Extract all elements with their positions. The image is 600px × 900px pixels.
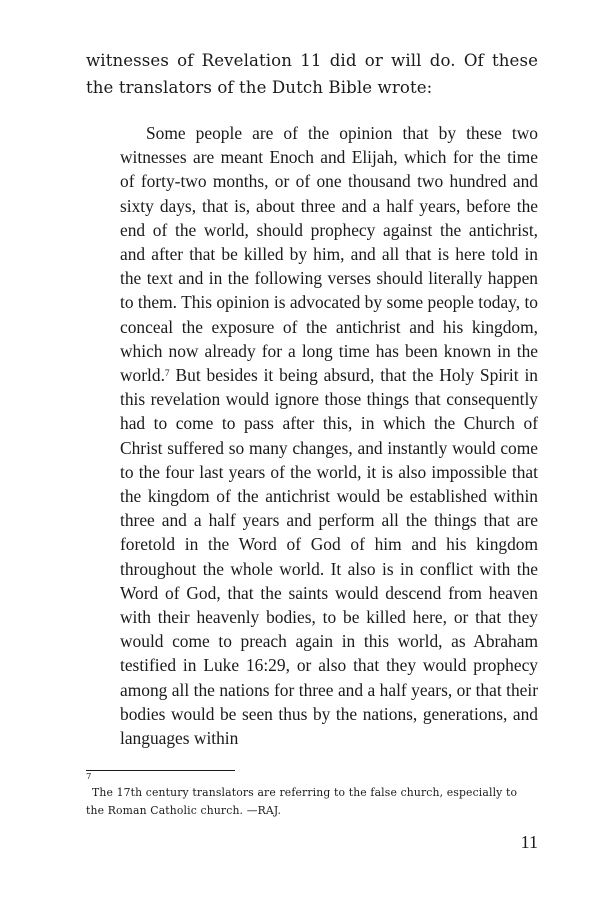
block-quote bbox=[120, 121, 538, 750]
footnote-divider bbox=[86, 770, 235, 771]
intro-paragraph: witnesses of Revelation 11 did or will do. Of these the translators of the Dutch Bible wrote: bbox=[86, 51, 538, 97]
footnote-reference: 7 bbox=[164, 368, 170, 379]
footnote-text: The 17th century translators are referring to the false church, especially to the Roman Catholic church. —RAJ. bbox=[86, 786, 518, 817]
footnote-number: 7 bbox=[86, 772, 92, 782]
quote-text-part-1: Some people are of the opinion that by these two witnesses are meant Enoch and Elijah, which for the time of forty-two months, or of one thousand two hundred and sixty days, that is, about three and a half years, before the end of the world, should prophecy against the antichrist, and after that be killed by him, and all that is here told in the text and in the following verses should literally happen to them. This opinion is advocated by some people today, to conceal the exposure of the antichrist and his kingdom, which now already for a long time has been known in the world. bbox=[120, 123, 538, 386]
quote-text-part-2: But besides it being absurd, that the Holy Spirit in this revelation would ignore those things that consequently had to come to pass after this, in which the Church of Christ suffered so many changes, and instantly would come to the four last years of the world, it is also impossible that the kingdom of the antichrist would be established within three and a half years and perform all the things that are foretold in the Word of God of him and his kingdom throughout the whole world. It also is in conflict with the Word of God, that the saints would descend from heaven with their heavenly bodies, to be killed here, or that they would come to preach again in this world, as Abraham testified in Luke 16:29, or also that they would prophecy among all the nations for three and a half years, or that their bodies would be seen thus by the nations, generations, and languages within bbox=[120, 365, 538, 749]
page-number: 11 bbox=[520, 832, 538, 852]
